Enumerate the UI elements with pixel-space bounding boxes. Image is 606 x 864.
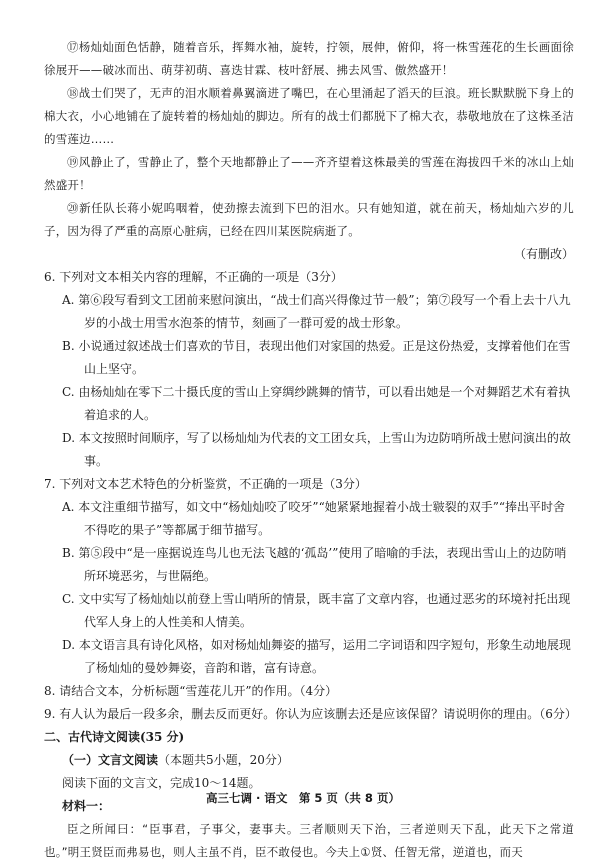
option-b: B. 小说通过叙述战士们喜欢的节目，表现出他们对家国的热爱。正是这份热爱，支撑着他们在雪山上坚守。 bbox=[62, 339, 571, 376]
story-paragraph-18: ⑱战士们哭了，无声的泪水顺着鼻翼滴进了嘴巴，在心里涌起了滔天的巨浪。班长默默脱下身上的棉大衣，小心地铺在了旋转着的杨灿灿的脚边。所有的战士们都脱下了棉大衣，恭敬地放在了这株圣洁的雪莲边…… bbox=[44, 86, 574, 146]
question-9: 9. 有人认为最后一段多余，删去反而更好。你认为应该删去还是应该保留？请说明你的理由。（6分） bbox=[44, 707, 577, 721]
story-paragraph-20: ⑳新任队长蒋小妮呜咽着，使劲擦去流到下巴的泪水。只有她知道，就在前天，杨灿灿六岁的儿子，因为得了严重的高原心脏病，已经在四川某医院病逝了。 bbox=[44, 201, 574, 238]
instruction: 阅读下面的文言文，完成10～14题。 bbox=[62, 776, 261, 790]
page-footer: 高三七调 · 语文 第 5 页（共 8 页） bbox=[206, 791, 400, 805]
option-a: A. 本文注重细节描写，如文中“杨灿灿咬了咬牙”“她紧紧地握着小战士皲裂的双手”“捧出平时舍不得吃的果子”等都属于细节描写。 bbox=[62, 500, 565, 537]
option-d: D. 本文语言具有诗化风格，如对杨灿灿舞姿的描写，运用二字词语和四字短句，形象生动地展现了杨灿灿的曼妙舞姿，音韵和谐，富有诗意。 bbox=[62, 638, 571, 675]
section-title: 二、古代诗文阅读(35 分) bbox=[44, 730, 185, 744]
story-paragraph-17: ⑰杨灿灿面色恬静，随着音乐，挥舞水袖，旋转，拧领，展伸，俯仰，将一株雪莲花的生长画面徐徐展开——破冰而出、萌芽初萌、喜迭甘霖、枝叶舒展、拂去风雪、傲然盛开！ bbox=[44, 40, 574, 77]
option-a: A. 第⑥段写看到文工团前来慰问演出，“战士们高兴得像过节一般”；第⑦段写一个看上去十八九岁的小战士用雪水泡茶的情节，刻画了一群可爱的战士形象。 bbox=[62, 293, 571, 330]
subsection-heading bbox=[62, 749, 574, 772]
page-content bbox=[44, 36, 577, 864]
material-label: 材料一： bbox=[62, 799, 111, 813]
source-note: （有删改） bbox=[513, 247, 574, 261]
material-text: 臣之所闻曰：“臣事君，子事父，妻事夫。三者顺则天下治，三者逆则天下乱，此天下之常道也。”明王贤臣而弗易也，则人主虽不肖，臣不敢侵也。今夫上①贤、任智无常，逆道也，而天 bbox=[44, 822, 574, 859]
question-6 bbox=[44, 266, 574, 473]
option-b: B. 第⑤段中“是一座据说连鸟儿也无法飞越的‘孤岛’”使用了暗喻的手法，表现出雪山上的边防哨所环境恶劣，与世隔绝。 bbox=[62, 546, 567, 583]
option-c: C. 文中实写了杨灿灿以前登上雪山哨所的情景，既丰富了文章内容，也通过恶劣的环境衬托出现代军人身上的人性美和人情美。 bbox=[62, 592, 571, 629]
question-stem: 6. 下列对文本相关内容的理解，不正确的一项是（3分） bbox=[44, 270, 343, 284]
option-d: D. 本文按照时间顺序，写了以杨灿灿为代表的文工团女兵，上雪山为边防哨所战士慰问演出的故事。 bbox=[62, 431, 571, 468]
question-stem: 7. 下列对文本艺术特色的分析鉴赏，不正确的一项是（3分） bbox=[44, 477, 367, 491]
option-c: C. 由杨灿灿在零下二十摄氏度的雪山上穿绸纱跳舞的情节，可以看出她是一个对舞蹈艺术有着执着追求的人。 bbox=[62, 385, 571, 422]
question-7 bbox=[44, 473, 574, 680]
subsection-label: （一）文言文阅读 bbox=[62, 753, 159, 767]
subsection-note: （本题共5小题，20分） bbox=[158, 753, 289, 767]
question-8: 8. 请结合文本，分析标题“雪莲花儿开”的作用。（4分） bbox=[44, 684, 338, 698]
story-paragraph-19: ⑲风静止了，雪静止了，整个天地都静止了——齐齐望着这株最美的雪莲在海拔四千米的冰山上灿然盛开！ bbox=[44, 155, 574, 192]
